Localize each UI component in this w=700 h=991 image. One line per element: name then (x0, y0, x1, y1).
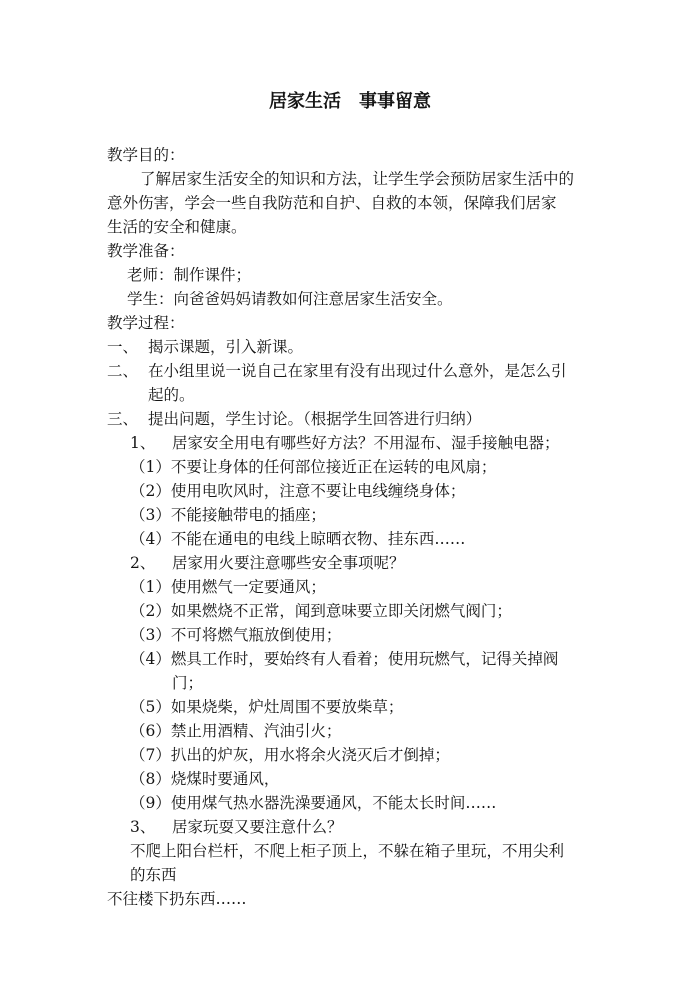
paragraph-line: 不往楼下扔东西…… (107, 890, 247, 908)
list-item-number: （7） (130, 746, 171, 764)
list-item (130, 743, 450, 767)
list-item-number: （1） (130, 578, 171, 596)
question-text: 居家用火要注意哪些安全事项呢？ (172, 554, 405, 572)
list-item-text: 使用燃气一定要通风； (170, 578, 326, 596)
step-number: 二、 (107, 362, 139, 380)
step-number: 一、 (107, 338, 139, 356)
list-item (130, 599, 512, 623)
step-text: 揭示课题，引入新课。 (148, 338, 304, 356)
list-item-text: 烧煤时要通风， (170, 770, 280, 788)
list-item (130, 791, 496, 815)
list-item-number: （8） (130, 770, 171, 788)
list-item-number: （3） (130, 506, 171, 524)
list-item-number: （2） (130, 602, 171, 620)
list-item-text: 如果烧柴，炉灶周围不要放柴草； (170, 698, 404, 716)
paragraph-line: 不爬上阳台栏杆，不爬上柜子顶上，不躲在箱子里玩，不用尖利 (130, 842, 565, 860)
list-item-text: 燃具工作时，要始终有人看着；使用玩燃气，记得关掉阀 (170, 650, 559, 668)
list-item-text-continued: 门； (172, 674, 204, 692)
goal-line: 生活的安全和健康。 (107, 218, 247, 236)
list-item (130, 575, 326, 599)
goal-line: 意外伤害，学会一些自我防范和自护、自救的本领，保障我们居家 (107, 194, 557, 212)
question-number: 3、 (130, 818, 156, 836)
prep-teacher: 老师：制作课件； (127, 266, 252, 284)
list-item-number: （1） (130, 458, 171, 476)
list-item-text: 禁止用酒精、汽油引火； (170, 722, 342, 740)
list-item-text: 使用煤气热水器洗澡要通风，不能太长时间…… (170, 794, 497, 812)
step-text: 在小组里说一说自己在家里有没有出现过什么意外，是怎么引 (148, 362, 567, 380)
list-item-number: （4） (130, 530, 171, 548)
list-item-text: 使用电吹风时，注意不要让电线缠绕身体； (170, 482, 466, 500)
list-item-number: （6） (130, 722, 171, 740)
goal-heading: 教学目的： (107, 146, 185, 164)
list-item-number: （9） (130, 794, 171, 812)
list-item-text: 不可将燃气瓶放倒使用； (170, 626, 342, 644)
question-text: 居家安全用电有哪些好方法？不用湿布、湿手接触电器； (172, 434, 560, 452)
paragraph-line: 的东西 (130, 866, 177, 884)
list-item (130, 623, 341, 647)
step-text-continued: 起的。 (148, 386, 195, 404)
prep-heading: 教学准备： (107, 242, 185, 260)
goal-line: 了解居家生活安全的知识和方法，让学生学会预防居家生活中的 (140, 170, 575, 188)
prep-student: 学生：向爸爸妈妈请教如何注意居家生活安全。 (127, 290, 453, 308)
question-text: 居家玩耍又要注意什么？ (172, 818, 343, 836)
step-number: 三、 (107, 410, 139, 428)
list-item (130, 455, 496, 479)
list-item (130, 719, 341, 743)
list-item-number: （4） (130, 650, 171, 668)
list-item (130, 479, 465, 503)
question-number: 1、 (130, 434, 156, 452)
list-item (130, 767, 279, 791)
process-heading: 教学过程： (107, 314, 185, 332)
list-item-text: 不能接触带电的插座； (170, 506, 326, 524)
list-item-number: （2） (130, 482, 171, 500)
step-text: 提出问题，学生讨论。（根据学生回答进行归纳） (148, 410, 482, 428)
list-item (130, 647, 558, 671)
list-item (130, 527, 465, 551)
list-item-text: 如果燃烧不正常，闻到意味要立即关闭燃气阀门； (170, 602, 512, 620)
list-item-text: 不能在通电的电线上晾晒衣物、挂东西…… (170, 530, 466, 548)
list-item-text: 扒出的炉灰，用水将余火浇灭后才倒掉； (170, 746, 450, 764)
list-item-number: （5） (130, 698, 171, 716)
document-title: 居家生活 事事留意 (269, 91, 431, 112)
list-item-text: 不要让身体的任何部位接近正在运转的电风扇； (170, 458, 497, 476)
list-item (130, 695, 403, 719)
list-item (130, 503, 326, 527)
question-number: 2、 (130, 554, 156, 572)
list-item-number: （3） (130, 626, 171, 644)
